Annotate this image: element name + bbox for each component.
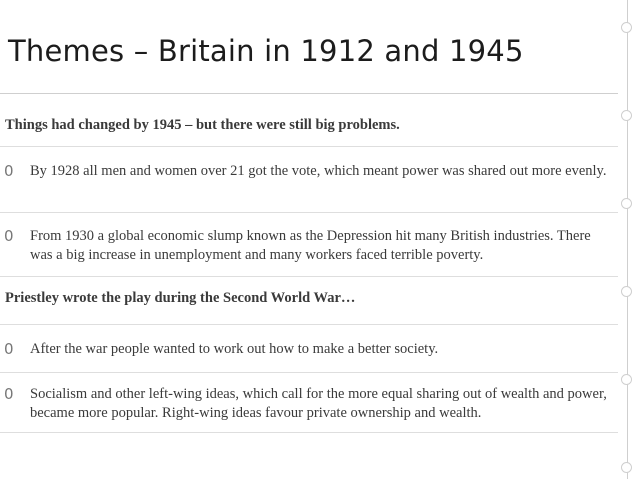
section-heading: Priestley wrote the play during the Second World War… — [5, 290, 356, 306]
notebook-ring — [621, 286, 632, 297]
bullet-text: Socialism and other left-wing ideas, which call for the more equal sharing out of wealth and power, became more popular. Right-wing ideas favour private ownership and wealth. — [30, 386, 607, 421]
notebook-ring — [621, 22, 632, 33]
divider — [0, 432, 618, 433]
list-item — [4, 340, 614, 359]
bullet-text: By 1928 all men and women over 21 got the vote, which meant power was shared out more evenly. — [30, 163, 607, 179]
paper-edge — [627, 0, 628, 479]
bullet-marker: 0 — [4, 385, 14, 403]
list-item — [4, 162, 614, 181]
bullet-marker: 0 — [4, 162, 14, 180]
section-heading: Things had changed by 1945 – but there were still big problems. — [5, 117, 400, 133]
divider — [0, 276, 618, 277]
list-item — [4, 227, 614, 265]
slide-title: Themes – Britain in 1912 and 1945 — [8, 34, 524, 68]
notebook-ring — [621, 462, 632, 473]
notebook-ring — [621, 198, 632, 209]
bullet-marker: 0 — [4, 340, 14, 358]
notebook-ring — [621, 110, 632, 121]
notebook-ring — [621, 374, 632, 385]
divider — [0, 372, 618, 373]
divider — [0, 212, 618, 213]
bullet-marker: 0 — [4, 227, 14, 245]
list-item — [4, 385, 614, 423]
divider — [0, 146, 618, 147]
bullet-text: From 1930 a global economic slump known as the Depression hit many British industries. There was a big increase in unemployment and many workers faced terrible poverty. — [30, 228, 591, 263]
divider — [0, 324, 618, 325]
bullet-text: After the war people wanted to work out how to make a better society. — [30, 341, 439, 357]
title-rule — [0, 93, 618, 94]
